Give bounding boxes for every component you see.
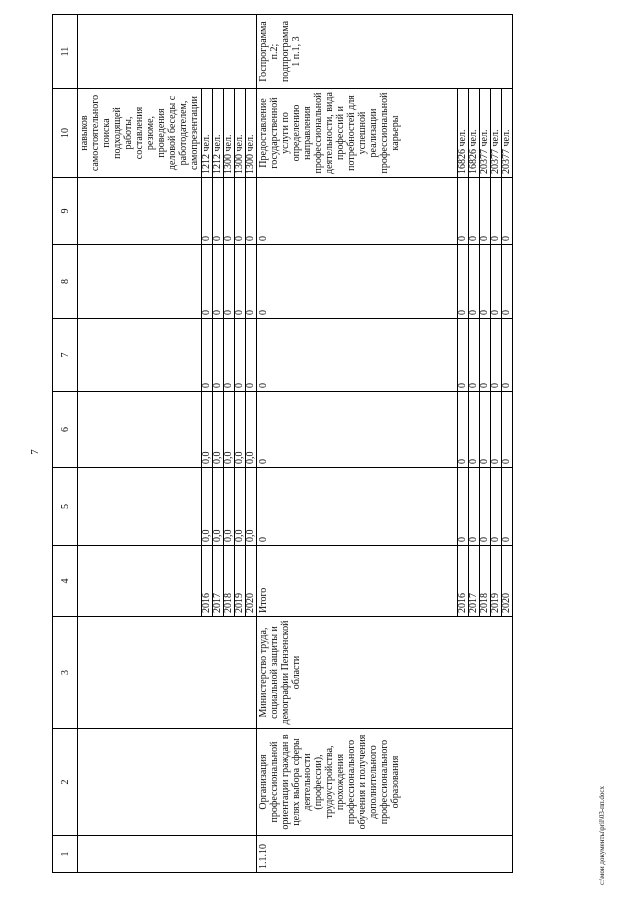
value-cell: 0 <box>246 178 257 245</box>
col-header: 1 <box>53 836 78 873</box>
value-cell: 0 <box>502 319 513 392</box>
year-cell: 2019 <box>491 546 502 617</box>
year-cell: 2020 <box>246 546 257 617</box>
value-cell: 0,0 <box>235 468 246 546</box>
header-row <box>53 15 78 873</box>
value-cell: 0 <box>491 319 502 392</box>
col-header: 11 <box>53 15 78 89</box>
col-header: 7 <box>53 319 78 392</box>
value-cell: 0 <box>257 468 458 546</box>
value-cell: 0 <box>458 468 469 546</box>
col-header: 5 <box>53 468 78 546</box>
value-cell: 0 <box>213 178 224 245</box>
value-cell: 20377 чел. <box>502 89 513 178</box>
value-cell: 0 <box>469 245 480 319</box>
value-cell: 20377 чел. <box>480 89 491 178</box>
value-cell: 0,0 <box>213 468 224 546</box>
value-cell: 0 <box>257 245 458 319</box>
value-cell: 0 <box>502 178 513 245</box>
value-cell: 20377 чел. <box>491 89 502 178</box>
value-cell: 0 <box>458 319 469 392</box>
col-header: 10 <box>53 89 78 178</box>
item-number: 1.1.10 <box>257 836 513 873</box>
value-cell: 0 <box>235 245 246 319</box>
value-cell: 0,0 <box>202 468 213 546</box>
value-cell: 0 <box>480 468 491 546</box>
value-cell: 0,0 <box>224 468 235 546</box>
result-text: Предоставление государственной услуги по определению направления профессиональной деятельности, вида профессий и потребностей для успешной реализации профессиональной карьеры <box>257 89 458 178</box>
value-cell: 0 <box>491 245 502 319</box>
cell <box>78 617 257 729</box>
cell <box>78 319 202 392</box>
value-cell: 0 <box>502 392 513 468</box>
year-cell: 2020 <box>502 546 513 617</box>
value-cell: 0 <box>257 178 458 245</box>
value-cell: 16826 чел. <box>469 89 480 178</box>
cell <box>78 15 257 89</box>
value-cell: 16826 чел. <box>458 89 469 178</box>
col-header: 2 <box>53 729 78 836</box>
value-cell: 1300 чел. <box>246 89 257 178</box>
value-cell: 0 <box>480 178 491 245</box>
value-cell: 0 <box>257 319 458 392</box>
result-text: навыков самостоятельного поиска подходящей работы, составления резюме, проведения деловой беседы с работодателем, самопрезентации <box>78 89 202 178</box>
cell <box>78 546 202 617</box>
value-cell: 0 <box>235 178 246 245</box>
value-cell: 0 <box>246 319 257 392</box>
col-header: 4 <box>53 546 78 617</box>
value-cell: 0 <box>257 392 458 468</box>
value-cell: 0,0 <box>246 392 257 468</box>
value-cell: 0 <box>224 319 235 392</box>
year-cell: 2016 <box>202 546 213 617</box>
col-header: 6 <box>53 392 78 468</box>
value-cell: 0 <box>491 178 502 245</box>
value-cell: 0 <box>202 178 213 245</box>
value-cell: 0 <box>480 245 491 319</box>
program-table <box>52 14 513 873</box>
year-cell: 2018 <box>480 546 491 617</box>
executor: Министерство труда, социальной защиты и демографии Пензенской области <box>257 617 513 729</box>
value-cell: 0 <box>213 245 224 319</box>
year-cell: 2017 <box>469 546 480 617</box>
value-cell: 0,0 <box>246 468 257 546</box>
value-cell: 1300 чел. <box>224 89 235 178</box>
program-reference: Госпрограмма п.2; подпрограмма 1 п.1, 3 <box>257 15 513 89</box>
table-row <box>257 15 458 873</box>
value-cell: 0 <box>469 468 480 546</box>
total-label: Итого <box>257 546 458 617</box>
table-row <box>78 15 202 873</box>
cell <box>78 245 202 319</box>
value-cell: 0 <box>491 468 502 546</box>
cell <box>78 729 257 836</box>
year-cell: 2019 <box>235 546 246 617</box>
value-cell: 0 <box>480 319 491 392</box>
value-cell: 0 <box>458 245 469 319</box>
year-cell: 2017 <box>213 546 224 617</box>
col-header: 9 <box>53 178 78 245</box>
value-cell: 0 <box>469 319 480 392</box>
col-header: 3 <box>53 617 78 729</box>
value-cell: 0 <box>224 178 235 245</box>
activity-name: Организация профессиональной ориентации граждан в целях выбора сферы деятельности (профессии), трудоустройства, прохождения профессионального обучения и получения дополнительного профессионального образования <box>257 729 513 836</box>
value-cell: 0 <box>502 245 513 319</box>
footer-file-path: c:\мои документы\pril\03-пп.docx <box>598 785 606 885</box>
year-cell: 2016 <box>458 546 469 617</box>
value-cell: 1212 чел. <box>202 89 213 178</box>
cell <box>78 178 202 245</box>
value-cell: 1212 чел. <box>213 89 224 178</box>
value-cell: 0 <box>235 319 246 392</box>
col-header: 8 <box>53 245 78 319</box>
rotated-table-page <box>52 15 586 873</box>
value-cell: 0 <box>469 178 480 245</box>
value-cell: 0,0 <box>202 392 213 468</box>
value-cell: 0,0 <box>235 392 246 468</box>
value-cell: 0 <box>458 392 469 468</box>
value-cell: 0 <box>480 392 491 468</box>
cell <box>78 468 202 546</box>
year-cell: 2018 <box>224 546 235 617</box>
value-cell: 0 <box>246 245 257 319</box>
value-cell: 0 <box>458 178 469 245</box>
value-cell: 0 <box>213 319 224 392</box>
cell <box>78 836 257 873</box>
value-cell: 0 <box>491 392 502 468</box>
cell <box>78 392 202 468</box>
value-cell: 0 <box>202 245 213 319</box>
value-cell: 0,0 <box>213 392 224 468</box>
page-number: 7 <box>28 449 41 455</box>
value-cell: 0,0 <box>224 392 235 468</box>
value-cell: 0 <box>469 392 480 468</box>
value-cell: 0 <box>502 468 513 546</box>
value-cell: 1300 чел. <box>235 89 246 178</box>
value-cell: 0 <box>224 245 235 319</box>
value-cell: 0 <box>202 319 213 392</box>
